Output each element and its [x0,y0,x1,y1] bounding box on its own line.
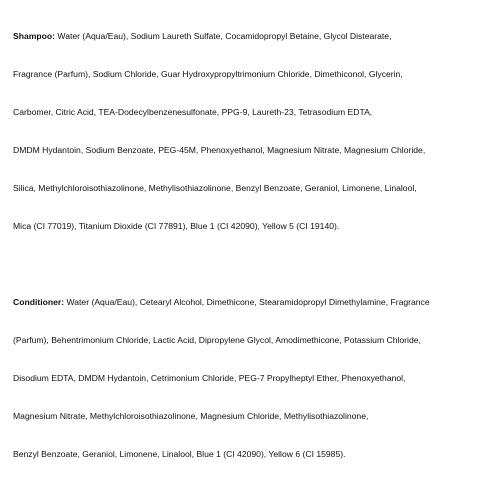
conditioner-line-3: Disodium EDTA, DMDM Hydantoin, Cetrimonium Chloride, PEG-7 Propylheptyl Ether, Phenoxyethanol, [13,373,406,383]
shampoo-line-6: Mica (CI 77019), Titanium Dioxide (CI 77891), Blue 1 (CI 42090), Yellow 5 (CI 19140). [13,221,340,231]
shampoo-line-4: DMDM Hydantoin, Sodium Benzoate, PEG-45M, Phenoxyethanol, Magnesium Nitrate, Magnesium Chloride, [13,145,426,155]
conditioner-heading: Conditioner: [13,297,65,307]
conditioner-line-1 [13,297,493,308]
shampoo-heading: Shampoo: [13,31,56,41]
shampoo-line-1 [13,31,493,42]
shampoo-line-3: Carbomer, Citric Acid, TEA-Dodecylbenzenesulfonate, PPG-9, Laureth-23, Tetrasodium EDTA, [13,107,373,117]
conditioner-line-4: Magnesium Nitrate, Methylchloroisothiazolinone, Magnesium Chloride, Methylisothiazolinone, [13,411,369,421]
conditioner-line-2: (Parfum), Behentrimonium Chloride, Lactic Acid, Dipropylene Glycol, Amodimethicone, Potassium Chloride, [13,335,421,345]
conditioner-ingredients-1: Water (Aqua/Eau), Cetearyl Alcohol, Dimethicone, Stearamidopropyl Dimethylamine, Fragrance [66,297,430,307]
conditioner-line-5: Benzyl Benzoate, Geraniol, Limonene, Linalool, Blue 1 (CI 42090), Yellow 6 (CI 15985). [13,449,346,459]
shampoo-line-2: Fragrance (Parfum), Sodium Chloride, Guar Hydroxypropyltrimonium Chloride, Dimethiconol, Glycerin, [13,69,403,79]
shampoo-ingredients-1: Water (Aqua/Eau), Sodium Laureth Sulfate, Cocamidopropyl Betaine, Glycol Distearate, [57,31,392,41]
shampoo-line-5: Silica, Methylchloroisothiazolinone, Methylisothiazolinone, Benzyl Benzoate, Geraniol, Limonene, Linalool, [13,183,417,193]
